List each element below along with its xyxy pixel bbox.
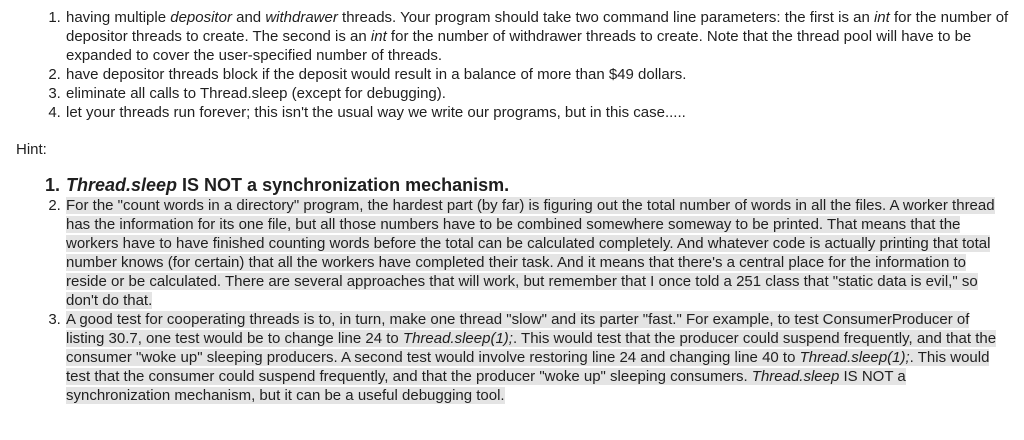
text: for the number of withdrawer threads to create. Note that the thread pool will have to be expanded to cover the user-specified number of threads. <box>66 28 972 64</box>
italic-text: Thread.sleep <box>751 368 840 385</box>
text: IS NOT a synchronization mechanism, but it can be a useful debugging tool. <box>66 368 906 404</box>
list-item <box>65 310 1010 405</box>
hints-list <box>0 174 1010 405</box>
list-item: 3. eliminate all calls to Thread.sleep (except for debugging). <box>65 84 1010 103</box>
italic-text: depositor <box>170 9 232 26</box>
italic-text: Thread.sleep(1); <box>799 349 910 366</box>
list-item: 4. let your threads run forever; this isn't the usual way we write our programs, but in this case..... <box>65 103 1010 122</box>
list-item <box>65 8 1010 65</box>
list-item: 2. have depositor threads block if the deposit would result in a balance of more than $49 dollars. <box>65 65 1010 84</box>
text: . This would test that the consumer could suspend frequently, and that the producer "woke up" sleeping consumers. <box>66 349 990 385</box>
text: A good test for cooperating threads is to, in turn, make one thread "slow" and its parter "fast." For example, to test ConsumerProducer of listing 30.7, one test would be to change line 24 to <box>66 311 970 347</box>
text: and <box>231 9 266 26</box>
text: threads. Your program should take two command line parameters: the first is an <box>337 9 874 26</box>
italic-text: withdrawer <box>265 9 338 26</box>
list-item <box>65 196 1010 310</box>
text: for the number of depositor threads to create. The second is an <box>66 9 1009 45</box>
text: having multiple <box>66 9 171 26</box>
italic-text: Thread.sleep <box>66 175 178 195</box>
highlighted-text: For the "count words in a directory" program, the hardest part (by far) is figuring out the total number of words in all the files. A worker thread has the information for its one file, but all those numbers have to be combined somewhere someway to be printed. That means that the workers have to have finished counting words before the total can be calculated completely. And whatever code is actually printing that total number knows (for certain) that all the workers have completed their task. And it means that there's a central place for the information to reside or be calculated. There are several approaches that will work, but remember that I once told a 251 class that "static data is evil," so don't do that. <box>66 197 995 309</box>
list-item <box>65 174 1010 196</box>
italic-text: Thread.sleep(1); <box>402 330 513 347</box>
requirements-list <box>0 8 1010 122</box>
italic-text: int <box>370 28 387 45</box>
text: . This would test that the producer could suspend frequently, and that the consumer "woke up" sleeping producers. A second test would involve restoring line 24 and changing line 40 to <box>66 330 997 366</box>
highlighted-text <box>66 311 996 404</box>
hint-label: Hint: <box>16 141 47 158</box>
text: IS NOT a synchronization mechanism. <box>177 175 510 195</box>
italic-text: int <box>873 9 890 26</box>
